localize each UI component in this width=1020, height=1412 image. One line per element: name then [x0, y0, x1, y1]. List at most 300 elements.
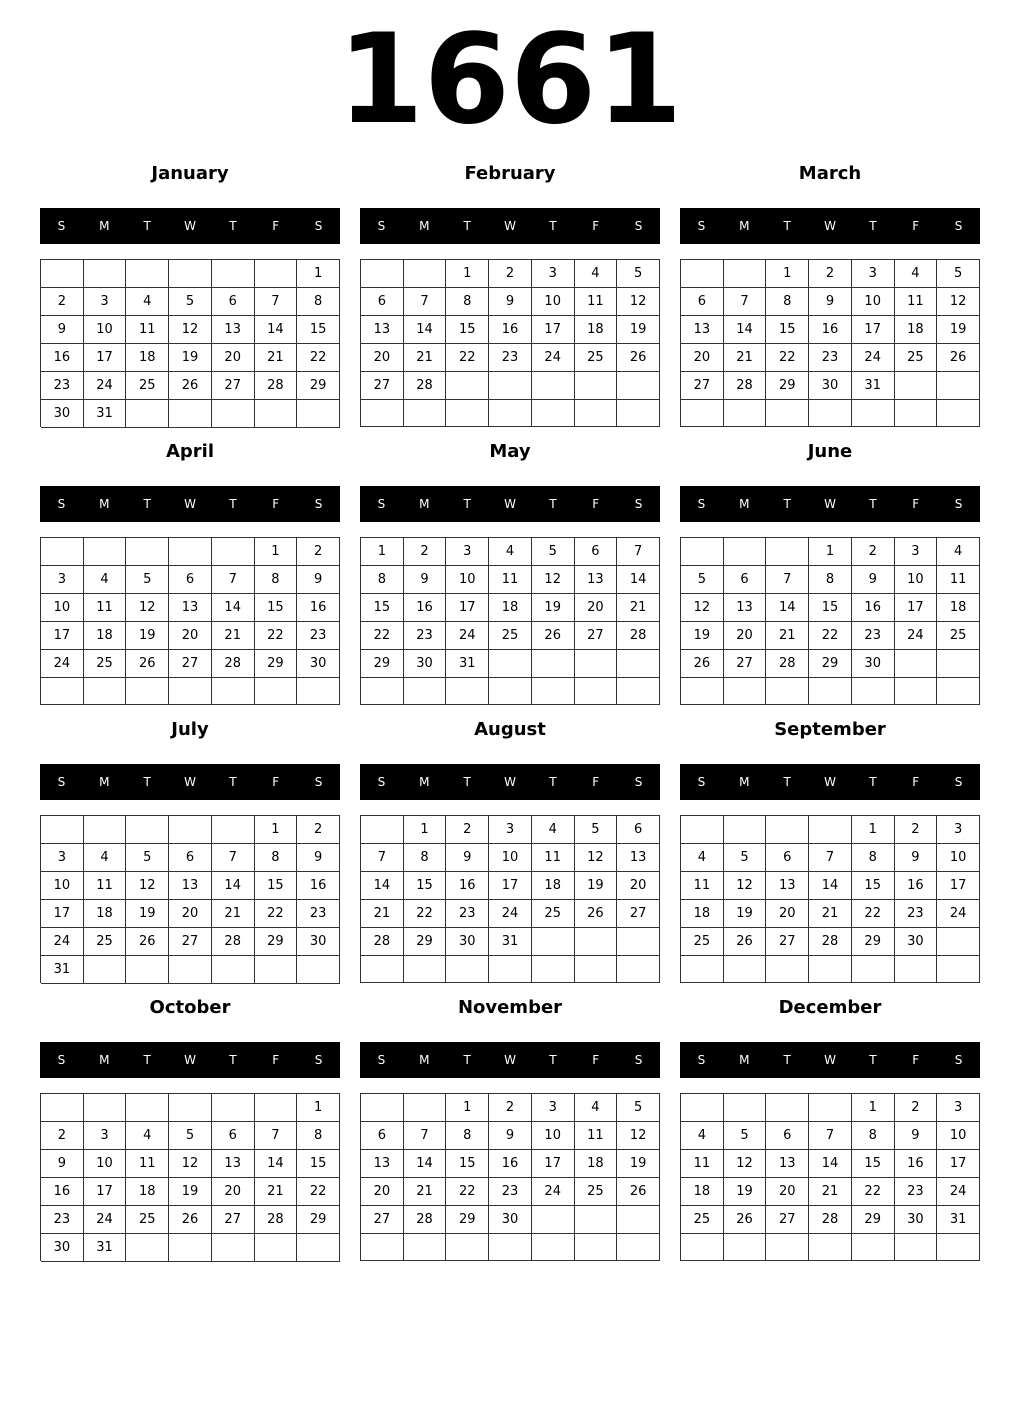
day-cell: 8: [255, 844, 298, 872]
weekday-header: [360, 1042, 660, 1078]
empty-cell: [126, 538, 169, 566]
weekday-label: F: [592, 775, 600, 789]
day-cell: 14: [255, 316, 298, 344]
weekday-label: T: [229, 219, 237, 233]
day-cell: 3: [41, 844, 84, 872]
day-cell: 29: [852, 1206, 895, 1234]
weekday-header: [680, 208, 980, 244]
day-cell: 7: [361, 844, 404, 872]
empty-cell: [575, 400, 618, 427]
empty-cell: [852, 678, 895, 705]
empty-cell: [575, 678, 618, 705]
empty-cell: [809, 1094, 852, 1122]
weekday-label: T: [783, 497, 791, 511]
day-cell: 28: [255, 372, 298, 400]
weekday-label: M: [739, 775, 750, 789]
day-cell: 5: [617, 260, 660, 288]
weekday-label: W: [184, 497, 196, 511]
day-cell: 22: [361, 622, 404, 650]
weekday-label: S: [697, 1053, 706, 1067]
day-cell: 24: [937, 1178, 980, 1206]
weekday-label: T: [549, 775, 557, 789]
day-cell: 11: [126, 1150, 169, 1178]
weekday-label: T: [783, 1053, 791, 1067]
day-cell: 27: [724, 650, 767, 678]
day-cell: 5: [724, 844, 767, 872]
day-cell: 31: [852, 372, 895, 400]
day-cell: 31: [41, 956, 84, 984]
day-cell: 9: [852, 566, 895, 594]
day-grid: [680, 815, 980, 983]
empty-cell: [126, 1094, 169, 1122]
day-cell: 15: [361, 594, 404, 622]
empty-cell: [681, 260, 724, 288]
weekday-label: F: [272, 497, 280, 511]
day-cell: 2: [297, 816, 340, 844]
day-cell: 26: [617, 344, 660, 372]
empty-cell: [84, 956, 127, 984]
day-cell: 19: [169, 1178, 212, 1206]
day-cell: 20: [724, 622, 767, 650]
day-cell: 29: [255, 928, 298, 956]
day-cell: 26: [169, 372, 212, 400]
weekday-header: [680, 764, 980, 800]
day-cell: 15: [297, 1150, 340, 1178]
month-name: November: [457, 997, 563, 1018]
day-grid: [680, 259, 980, 427]
empty-cell: [404, 400, 447, 427]
day-cell: 7: [404, 288, 447, 316]
day-cell: 16: [809, 316, 852, 344]
day-cell: 8: [446, 1122, 489, 1150]
day-cell: 5: [681, 566, 724, 594]
day-cell: 18: [84, 900, 127, 928]
day-cell: 27: [212, 1206, 255, 1234]
day-cell: 8: [809, 566, 852, 594]
day-cell: 10: [41, 594, 84, 622]
day-cell: 9: [297, 566, 340, 594]
day-cell: 12: [532, 566, 575, 594]
empty-cell: [255, 260, 298, 288]
empty-cell: [724, 260, 767, 288]
day-cell: 30: [446, 928, 489, 956]
day-cell: 7: [212, 844, 255, 872]
weekday-label: T: [143, 775, 151, 789]
day-cell: 12: [617, 1122, 660, 1150]
day-cell: 4: [489, 538, 532, 566]
weekday-label: F: [592, 497, 600, 511]
day-cell: 9: [809, 288, 852, 316]
empty-cell: [937, 1234, 980, 1261]
weekday-label: F: [272, 1053, 280, 1067]
day-cell: 24: [446, 622, 489, 650]
day-cell: 15: [255, 872, 298, 900]
day-cell: 6: [575, 538, 618, 566]
weekday-label: W: [824, 1053, 836, 1067]
empty-cell: [681, 816, 724, 844]
day-cell: 28: [212, 650, 255, 678]
day-cell: 14: [724, 316, 767, 344]
day-cell: 15: [404, 872, 447, 900]
day-cell: 17: [84, 1178, 127, 1206]
day-cell: 19: [724, 900, 767, 928]
day-cell: 15: [809, 594, 852, 622]
day-cell: 26: [724, 1206, 767, 1234]
day-cell: 28: [361, 928, 404, 956]
day-cell: 26: [532, 622, 575, 650]
weekday-label: T: [869, 219, 877, 233]
weekday-label: S: [954, 497, 963, 511]
weekday-label: S: [634, 497, 643, 511]
weekday-header: [360, 486, 660, 522]
empty-cell: [895, 372, 938, 400]
day-cell: 30: [297, 650, 340, 678]
empty-cell: [84, 678, 127, 705]
empty-cell: [361, 678, 404, 705]
empty-cell: [169, 956, 212, 984]
day-cell: 26: [126, 928, 169, 956]
weekday-label: F: [912, 219, 920, 233]
day-cell: 10: [489, 844, 532, 872]
weekday-label: F: [272, 219, 280, 233]
day-cell: 25: [575, 1178, 618, 1206]
empty-cell: [852, 1234, 895, 1261]
empty-cell: [895, 400, 938, 427]
weekday-label: S: [697, 775, 706, 789]
day-cell: 28: [404, 1206, 447, 1234]
day-cell: 23: [809, 344, 852, 372]
weekday-label: S: [57, 219, 66, 233]
day-cell: 15: [297, 316, 340, 344]
empty-cell: [446, 956, 489, 983]
day-cell: 31: [446, 650, 489, 678]
day-cell: 21: [809, 900, 852, 928]
day-cell: 8: [361, 566, 404, 594]
empty-cell: [212, 400, 255, 428]
day-cell: 4: [126, 1122, 169, 1150]
day-cell: 17: [41, 622, 84, 650]
empty-cell: [575, 1206, 618, 1234]
empty-cell: [766, 538, 809, 566]
empty-cell: [575, 650, 618, 678]
day-cell: 18: [575, 316, 618, 344]
day-cell: 18: [84, 622, 127, 650]
day-cell: 15: [766, 316, 809, 344]
day-cell: 28: [404, 372, 447, 400]
day-cell: 4: [84, 566, 127, 594]
day-cell: 25: [84, 650, 127, 678]
day-cell: 6: [681, 288, 724, 316]
empty-cell: [297, 1234, 340, 1262]
empty-cell: [937, 372, 980, 400]
empty-cell: [212, 956, 255, 984]
day-cell: 6: [212, 288, 255, 316]
day-cell: 14: [766, 594, 809, 622]
weekday-label: W: [824, 775, 836, 789]
day-cell: 2: [446, 816, 489, 844]
weekday-label: T: [229, 497, 237, 511]
empty-cell: [41, 260, 84, 288]
empty-cell: [809, 678, 852, 705]
weekday-label: F: [592, 1053, 600, 1067]
day-cell: 17: [852, 316, 895, 344]
day-cell: 21: [617, 594, 660, 622]
day-cell: 3: [446, 538, 489, 566]
day-cell: 10: [84, 316, 127, 344]
weekday-label: M: [419, 775, 430, 789]
day-cell: 17: [532, 1150, 575, 1178]
day-cell: 13: [212, 1150, 255, 1178]
empty-cell: [169, 816, 212, 844]
day-cell: 18: [681, 900, 724, 928]
day-cell: 27: [766, 1206, 809, 1234]
day-cell: 14: [809, 1150, 852, 1178]
day-cell: 13: [212, 316, 255, 344]
day-cell: 2: [489, 1094, 532, 1122]
weekday-label: F: [912, 497, 920, 511]
day-cell: 26: [617, 1178, 660, 1206]
empty-cell: [575, 956, 618, 983]
day-cell: 28: [255, 1206, 298, 1234]
day-cell: 6: [724, 566, 767, 594]
day-cell: 7: [404, 1122, 447, 1150]
day-cell: 26: [937, 344, 980, 372]
empty-cell: [255, 678, 298, 705]
day-grid: [680, 537, 980, 705]
day-cell: 1: [297, 260, 340, 288]
weekday-label: T: [549, 497, 557, 511]
day-cell: 8: [446, 288, 489, 316]
day-cell: 25: [126, 372, 169, 400]
empty-cell: [297, 400, 340, 428]
weekday-label: M: [99, 775, 110, 789]
day-cell: 8: [852, 1122, 895, 1150]
empty-cell: [41, 1094, 84, 1122]
day-cell: 1: [852, 1094, 895, 1122]
day-cell: 5: [169, 288, 212, 316]
day-cell: 9: [297, 844, 340, 872]
day-cell: 6: [212, 1122, 255, 1150]
day-cell: 30: [41, 400, 84, 428]
day-cell: 6: [169, 566, 212, 594]
day-cell: 18: [489, 594, 532, 622]
empty-cell: [297, 678, 340, 705]
empty-cell: [361, 260, 404, 288]
day-cell: 19: [724, 1178, 767, 1206]
weekday-label: M: [419, 497, 430, 511]
day-cell: 30: [404, 650, 447, 678]
empty-cell: [84, 1094, 127, 1122]
day-cell: 21: [404, 344, 447, 372]
empty-cell: [617, 678, 660, 705]
day-cell: 18: [895, 316, 938, 344]
weekday-label: W: [504, 775, 516, 789]
empty-cell: [724, 400, 767, 427]
day-cell: 20: [361, 344, 404, 372]
day-cell: 5: [575, 816, 618, 844]
weekday-label: M: [739, 1053, 750, 1067]
weekday-label: S: [697, 497, 706, 511]
weekday-header: [40, 486, 340, 522]
day-cell: 1: [446, 260, 489, 288]
day-cell: 25: [489, 622, 532, 650]
empty-cell: [212, 1094, 255, 1122]
weekday-label: T: [869, 775, 877, 789]
empty-cell: [41, 816, 84, 844]
empty-cell: [404, 1234, 447, 1261]
day-grid: [360, 1093, 660, 1261]
weekday-label: M: [419, 1053, 430, 1067]
day-cell: 13: [766, 872, 809, 900]
day-cell: 7: [766, 566, 809, 594]
weekday-label: S: [314, 497, 323, 511]
day-cell: 27: [169, 928, 212, 956]
day-cell: 21: [255, 344, 298, 372]
empty-cell: [126, 1234, 169, 1262]
day-cell: 20: [681, 344, 724, 372]
day-cell: 30: [895, 1206, 938, 1234]
day-cell: 10: [937, 844, 980, 872]
day-cell: 8: [852, 844, 895, 872]
day-cell: 15: [852, 1150, 895, 1178]
empty-cell: [532, 928, 575, 956]
empty-cell: [937, 928, 980, 956]
day-cell: 24: [41, 928, 84, 956]
day-cell: 11: [532, 844, 575, 872]
empty-cell: [126, 956, 169, 984]
day-cell: 16: [852, 594, 895, 622]
day-cell: 18: [937, 594, 980, 622]
day-cell: 12: [937, 288, 980, 316]
day-cell: 26: [681, 650, 724, 678]
day-cell: 24: [84, 1206, 127, 1234]
weekday-label: S: [954, 219, 963, 233]
day-cell: 2: [41, 1122, 84, 1150]
empty-cell: [766, 1094, 809, 1122]
weekday-label: F: [912, 1053, 920, 1067]
day-cell: 1: [404, 816, 447, 844]
day-cell: 10: [84, 1150, 127, 1178]
day-cell: 11: [575, 1122, 618, 1150]
empty-cell: [84, 538, 127, 566]
day-cell: 17: [532, 316, 575, 344]
weekday-header: [680, 486, 980, 522]
weekday-label: T: [143, 1053, 151, 1067]
empty-cell: [575, 1234, 618, 1261]
day-cell: 3: [84, 1122, 127, 1150]
weekday-header: [40, 764, 340, 800]
day-cell: 4: [575, 1094, 618, 1122]
empty-cell: [404, 260, 447, 288]
weekday-label: S: [314, 1053, 323, 1067]
day-cell: 22: [446, 344, 489, 372]
empty-cell: [126, 678, 169, 705]
day-cell: 16: [404, 594, 447, 622]
day-cell: 3: [489, 816, 532, 844]
empty-cell: [895, 1234, 938, 1261]
day-cell: 28: [617, 622, 660, 650]
day-cell: 9: [446, 844, 489, 872]
month-name: October: [149, 997, 231, 1018]
day-cell: 5: [937, 260, 980, 288]
day-cell: 13: [361, 316, 404, 344]
day-cell: 6: [766, 1122, 809, 1150]
weekday-label: T: [463, 497, 471, 511]
day-grid: [40, 537, 340, 705]
empty-cell: [852, 400, 895, 427]
weekday-label: M: [99, 1053, 110, 1067]
day-cell: 10: [852, 288, 895, 316]
empty-cell: [617, 956, 660, 983]
month-name: May: [489, 441, 531, 462]
day-cell: 28: [809, 1206, 852, 1234]
empty-cell: [297, 956, 340, 984]
day-cell: 16: [41, 1178, 84, 1206]
day-cell: 20: [766, 1178, 809, 1206]
day-cell: 27: [169, 650, 212, 678]
day-cell: 30: [489, 1206, 532, 1234]
weekday-label: F: [592, 219, 600, 233]
month-name: June: [807, 441, 853, 462]
day-cell: 1: [297, 1094, 340, 1122]
day-cell: 23: [489, 1178, 532, 1206]
day-cell: 19: [617, 316, 660, 344]
day-cell: 23: [41, 372, 84, 400]
day-cell: 7: [255, 288, 298, 316]
day-cell: 14: [809, 872, 852, 900]
day-cell: 19: [532, 594, 575, 622]
day-cell: 7: [724, 288, 767, 316]
empty-cell: [212, 260, 255, 288]
day-grid: [40, 815, 340, 983]
empty-cell: [404, 956, 447, 983]
day-cell: 23: [297, 622, 340, 650]
day-cell: 1: [255, 816, 298, 844]
weekday-label: S: [954, 1053, 963, 1067]
day-cell: 3: [937, 1094, 980, 1122]
day-cell: 13: [575, 566, 618, 594]
empty-cell: [532, 1234, 575, 1261]
day-cell: 16: [895, 872, 938, 900]
day-cell: 20: [169, 622, 212, 650]
weekday-header: [680, 1042, 980, 1078]
day-cell: 1: [361, 538, 404, 566]
empty-cell: [361, 400, 404, 427]
empty-cell: [169, 1094, 212, 1122]
day-grid: [40, 259, 340, 427]
day-cell: 1: [809, 538, 852, 566]
day-cell: 6: [617, 816, 660, 844]
empty-cell: [681, 1094, 724, 1122]
empty-cell: [255, 1234, 298, 1262]
day-cell: 4: [575, 260, 618, 288]
day-cell: 13: [169, 594, 212, 622]
day-cell: 22: [766, 344, 809, 372]
day-cell: 8: [255, 566, 298, 594]
empty-cell: [361, 1094, 404, 1122]
day-cell: 26: [575, 900, 618, 928]
day-cell: 17: [937, 872, 980, 900]
day-cell: 24: [852, 344, 895, 372]
day-cell: 24: [937, 900, 980, 928]
day-cell: 11: [84, 872, 127, 900]
day-cell: 11: [895, 288, 938, 316]
weekday-label: S: [314, 775, 323, 789]
empty-cell: [852, 956, 895, 983]
day-cell: 17: [446, 594, 489, 622]
day-cell: 10: [446, 566, 489, 594]
weekday-label: F: [912, 775, 920, 789]
